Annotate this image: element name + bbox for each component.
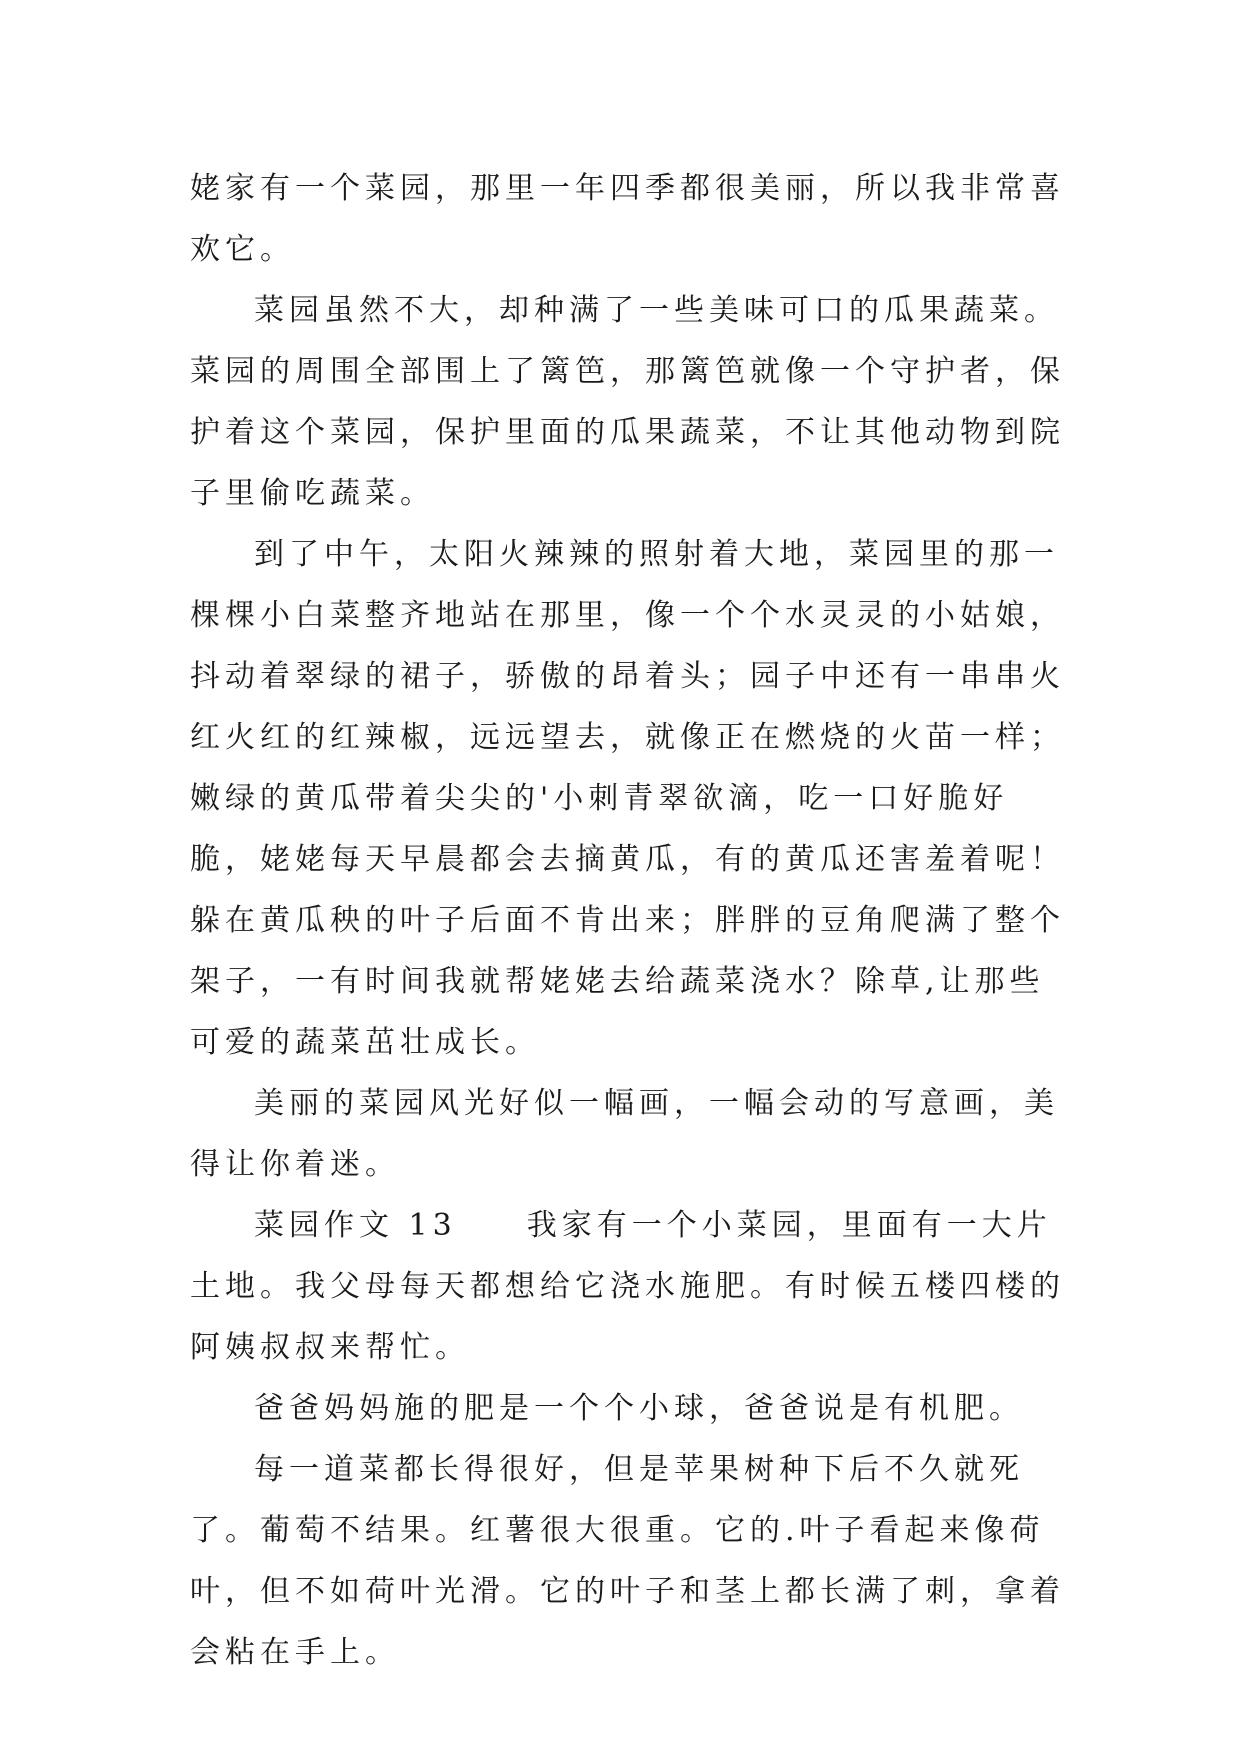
- paragraph-7: 每一道菜都长得很好，但是苹果树种下后不久就死了。葡萄不结果。红薯很大很重。它的.叶子看起来像荷叶，但不如荷叶光滑。它的叶子和茎上都长满了刺，拿着会粘在手上。: [190, 1452, 1065, 1670]
- paragraph-1: 姥家有一个菜园，那里一年四季都很美丽，所以我非常喜欢它。: [190, 171, 1065, 267]
- paragraph-4: 美丽的菜园风光好似一幅画，一幅会动的写意画，美得让你着迷。: [190, 1086, 1059, 1182]
- paragraph-6: 爸爸妈妈施的肥是一个个小球，爸爸说是有机肥。: [254, 1391, 1024, 1426]
- paragraph-5: 菜园作文 13 我家有一个小菜园，里面有一大片土地。我父母每天都想给它浇水施肥。有时候五楼四楼的阿姨叔叔来帮忙。: [190, 1208, 1065, 1365]
- paragraph-2: 菜园虽然不大，却种满了一些美味可口的瓜果蔬菜。菜园的周围全部围上了篱笆，那篱笆就像一个守护者，保护着这个菜园，保护里面的瓜果蔬菜，不让其他动物到院子里偷吃蔬菜。: [190, 293, 1065, 511]
- document-body: [190, 158, 1070, 1683]
- paragraph-3: 到了中午，太阳火辣辣的照射着大地，菜园里的那一棵棵小白菜整齐地站在那里，像一个个水灵灵的小姑娘，抖动着翠绿的裙子，骄傲的昂着头；园子中还有一串串火红火红的红辣椒，远远望去，就像正在燃烧的火苗一样；嫩绿的黄瓜带着尖尖的'小刺青翠欲滴，吃一口好脆好脆，姥姥每天早晨都会去摘黄瓜，有的黄瓜还害羞着呢！躲在黄瓜秧的叶子后面不肯出来；胖胖的豆角爬满了整个架子，一有时间我就帮姥姥去给蔬菜浇水？除草,让那些可爱的蔬菜茁壮成长。: [190, 537, 1065, 1060]
